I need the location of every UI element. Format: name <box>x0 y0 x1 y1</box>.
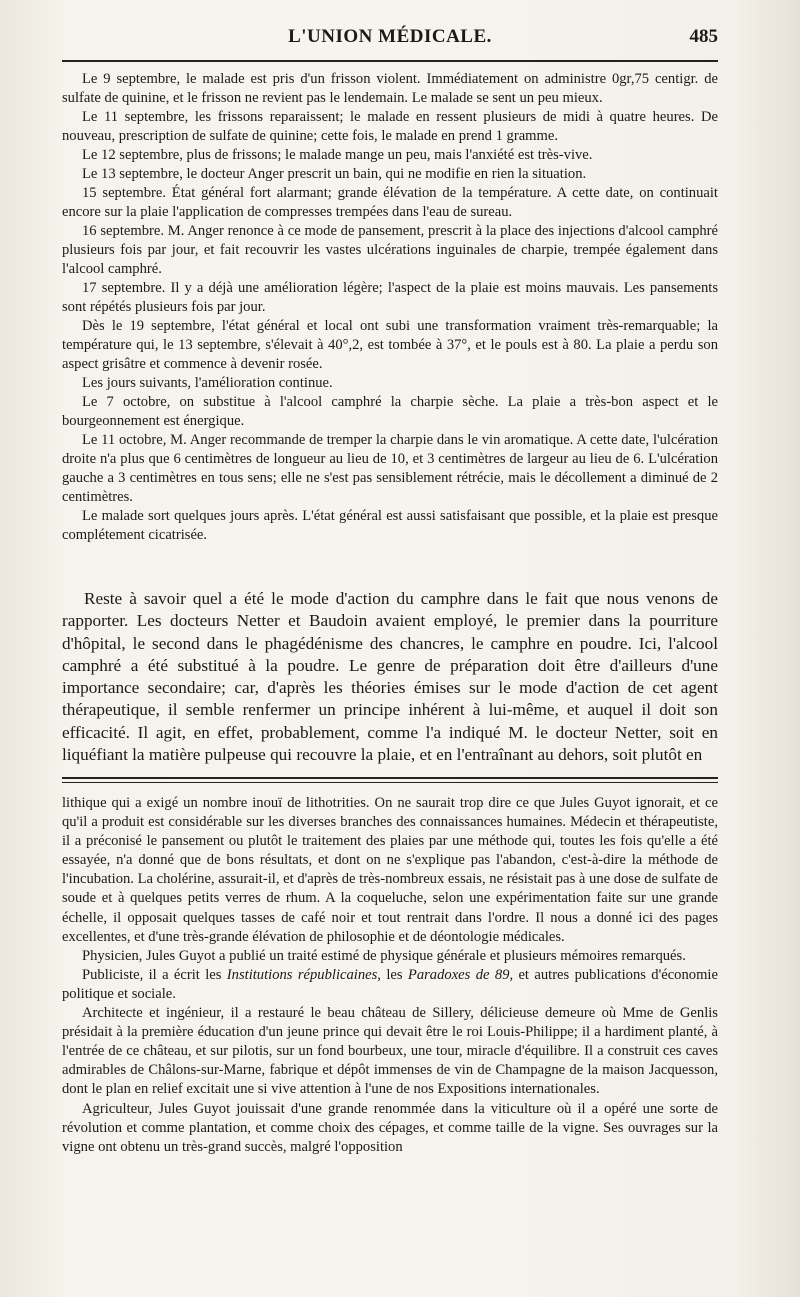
case-note: Le 11 septembre, les frissons reparaissent; le malade en ressent plusieurs de midi à quatre heures. De nouveau, prescription de sulfate de quinine; cette fois, le malade en prend 1 gramme. <box>62 109 718 144</box>
text-run: Publiciste, il a écrit les <box>82 966 227 983</box>
text-run: , les <box>377 966 408 983</box>
feuilleton-paragraph: Physicien, Jules Guyot a publié un traité estimé de physique générale et plusieurs mémoires remarqués. <box>82 947 686 964</box>
feuilleton-paragraph <box>62 966 718 1004</box>
commentary-paragraph: Reste à savoir quel a été le mode d'action du camphre dans le fait que nous venons de rapporter. Les docteurs Netter et Baudoin avaient employé, le premier dans la pourriture d'hôpital, le second dans le phagédénisme des chancres, le camphre en poudre. Ici, l'alcool camphré a été substitué à la poudre. Le genre de préparation doit être d'ailleurs d'une importance secondaire; car, d'après les théories émises sur le mode d'action de cet agent thérapeutique, il semble renfermer un principe inhérent à lui-même, et auquel il doit son efficacité. Il agit, en effet, probablement, comme l'a indiqué M. le docteur Netter, soit en liquéfiant la matière pulpeuse qui recouvre la plaie, et en l'entraînant au dehors, soit plutôt en <box>62 589 718 765</box>
page-number: 485 <box>689 26 718 47</box>
case-note: Le 12 septembre, plus de frissons; le malade mange un peu, mais l'anxiété est très-vive. <box>82 147 593 163</box>
case-note: Le 11 octobre, M. Anger recommande de tremper la charpie dans le vin aromatique. A cette date, l'ulcération droite n'a plus que 6 centimètres de longueur au lieu de 10, et 3 centimètres de largeur au lieu de 6. L'ulcération gauche a 3 centimètres en tous sens; elle ne s'est pas sensiblement rétrécie, mais le décollement a diminué de 2 centimètres. <box>62 432 718 505</box>
running-title: L'UNION MÉDICALE. <box>288 26 492 47</box>
header-rule <box>62 60 718 62</box>
feuilleton <box>62 794 718 1157</box>
case-note: 16 septembre. M. Anger renonce à ce mode de pansement, prescrit à la place des injections d'alcool camphré plusieurs fois par jour, et fait recouvrir les vastes ulcérations inguinales de charpie, trempée également dans l'alcool camphré. <box>62 223 718 277</box>
case-note: Les jours suivants, l'amélioration continue. <box>82 375 333 391</box>
case-note: Dès le 19 septembre, l'état général et local ont subi une transformation vraiment très-remarquable; la température qui, le 13 septembre, s'élevait à 40°,2, est tombée à 37°, et le pouls est à 80. La plaie a perdu son aspect grisâtre et commence à devenir rosée. <box>62 318 718 372</box>
feuilleton-paragraph: Agriculteur, Jules Guyot jouissait d'une grande renommée dans la viticulture où il a opéré une sorte de révolution et comme plantation, et comme choix des cépages, et comme taille de la vigne. Ses ouvrages sur la vigne ont obtenu un très-grand succès, malgré l'opposition <box>62 1100 718 1155</box>
commentary <box>62 588 718 766</box>
page-header <box>62 26 718 54</box>
case-note: 15 septembre. État général fort alarmant; grande élévation de la température. A cette date, on continuait encore sur la plaie l'application de compresses trempées dans l'eau de sureau. <box>62 185 718 220</box>
case-note: Le 7 octobre, on substitue à l'alcool camphré la charpie sèche. La plaie a très-bon aspect et le bourgeonnement est énergique. <box>62 394 718 429</box>
case-note: Le malade sort quelques jours après. L'état général est aussi satisfaisant que possible, et la plaie est presque complétement cicatrisée. <box>62 508 718 543</box>
case-note: Le 13 septembre, le docteur Anger prescrit un bain, qui ne modifie en rien la situation. <box>82 166 587 182</box>
case-note: Le 9 septembre, le malade est pris d'un frisson violent. Immédiatement on administre 0gr,75 centigr. de sulfate de quinine, et le frisson ne revient pas le lendemain. Le malade se sent un peu mieux. <box>62 71 718 106</box>
text-run: , et autres publications d'économie politique et sociale. <box>62 966 718 1002</box>
feuilleton-separator <box>62 777 718 783</box>
feuilleton-paragraph: lithique qui a exigé un nombre inouï de lithotrities. On ne saurait trop dire ce que Jules Guyot ignorait, et ce qu'il a produit est considérable sur les diverses branches des connaissances humaines. Médecin et thérapeutiste, il a préconisé le pansement ou plutôt le traitement des plaies par une méthode qui, toutes les fois qu'elle a été essayée, n'a donné que de bons résultats, et dont on ne s'explique pas l'abandon, c'est-à-dire la méthode de l'incubation. La cholérine, assurait-il, et d'après de très-nombreux essais, ne résistait pas à une dose de sulfate de soude et à quelques petits verres de rhum. A la coqueluche, selon une expérimentation faite sur une grande échelle, il opposait quelques tasses de café noir et tout rentrait dans l'ordre. Il nous a donné ici des pages excellentes, et d'une très-grande élévation de philosophie et de déontologie médicales. <box>62 795 718 945</box>
book-title: Institutions républicaines <box>226 966 378 983</box>
case-notes <box>62 70 718 545</box>
case-note: 17 septembre. Il y a déjà une amélioration légère; l'aspect de la plaie est moins mauvais. Les pansements sont répétés plusieurs fois par jour. <box>62 280 718 315</box>
book-title: Paradoxes de 89 <box>407 966 510 983</box>
feuilleton-paragraph: Architecte et ingénieur, il a restauré le beau château de Sillery, délicieuse demeure où Mme de Genlis présidait à la première éducation d'un jeune prince qui devait être le roi Louis-Philippe; il a hardiment planté, à l'entrée de ce château, et sur pilotis, sur un fond bourbeux, une tour, miracle d'équilibre. Il a construit ces caves admirables de Châlons-sur-Marne, fabrique et dépôt immenses de vin de Champagne de la maison Jacquesson, dont le plan en relief excitait une si vive attention à l'une de nos Expositions internationales. <box>62 1005 718 1098</box>
